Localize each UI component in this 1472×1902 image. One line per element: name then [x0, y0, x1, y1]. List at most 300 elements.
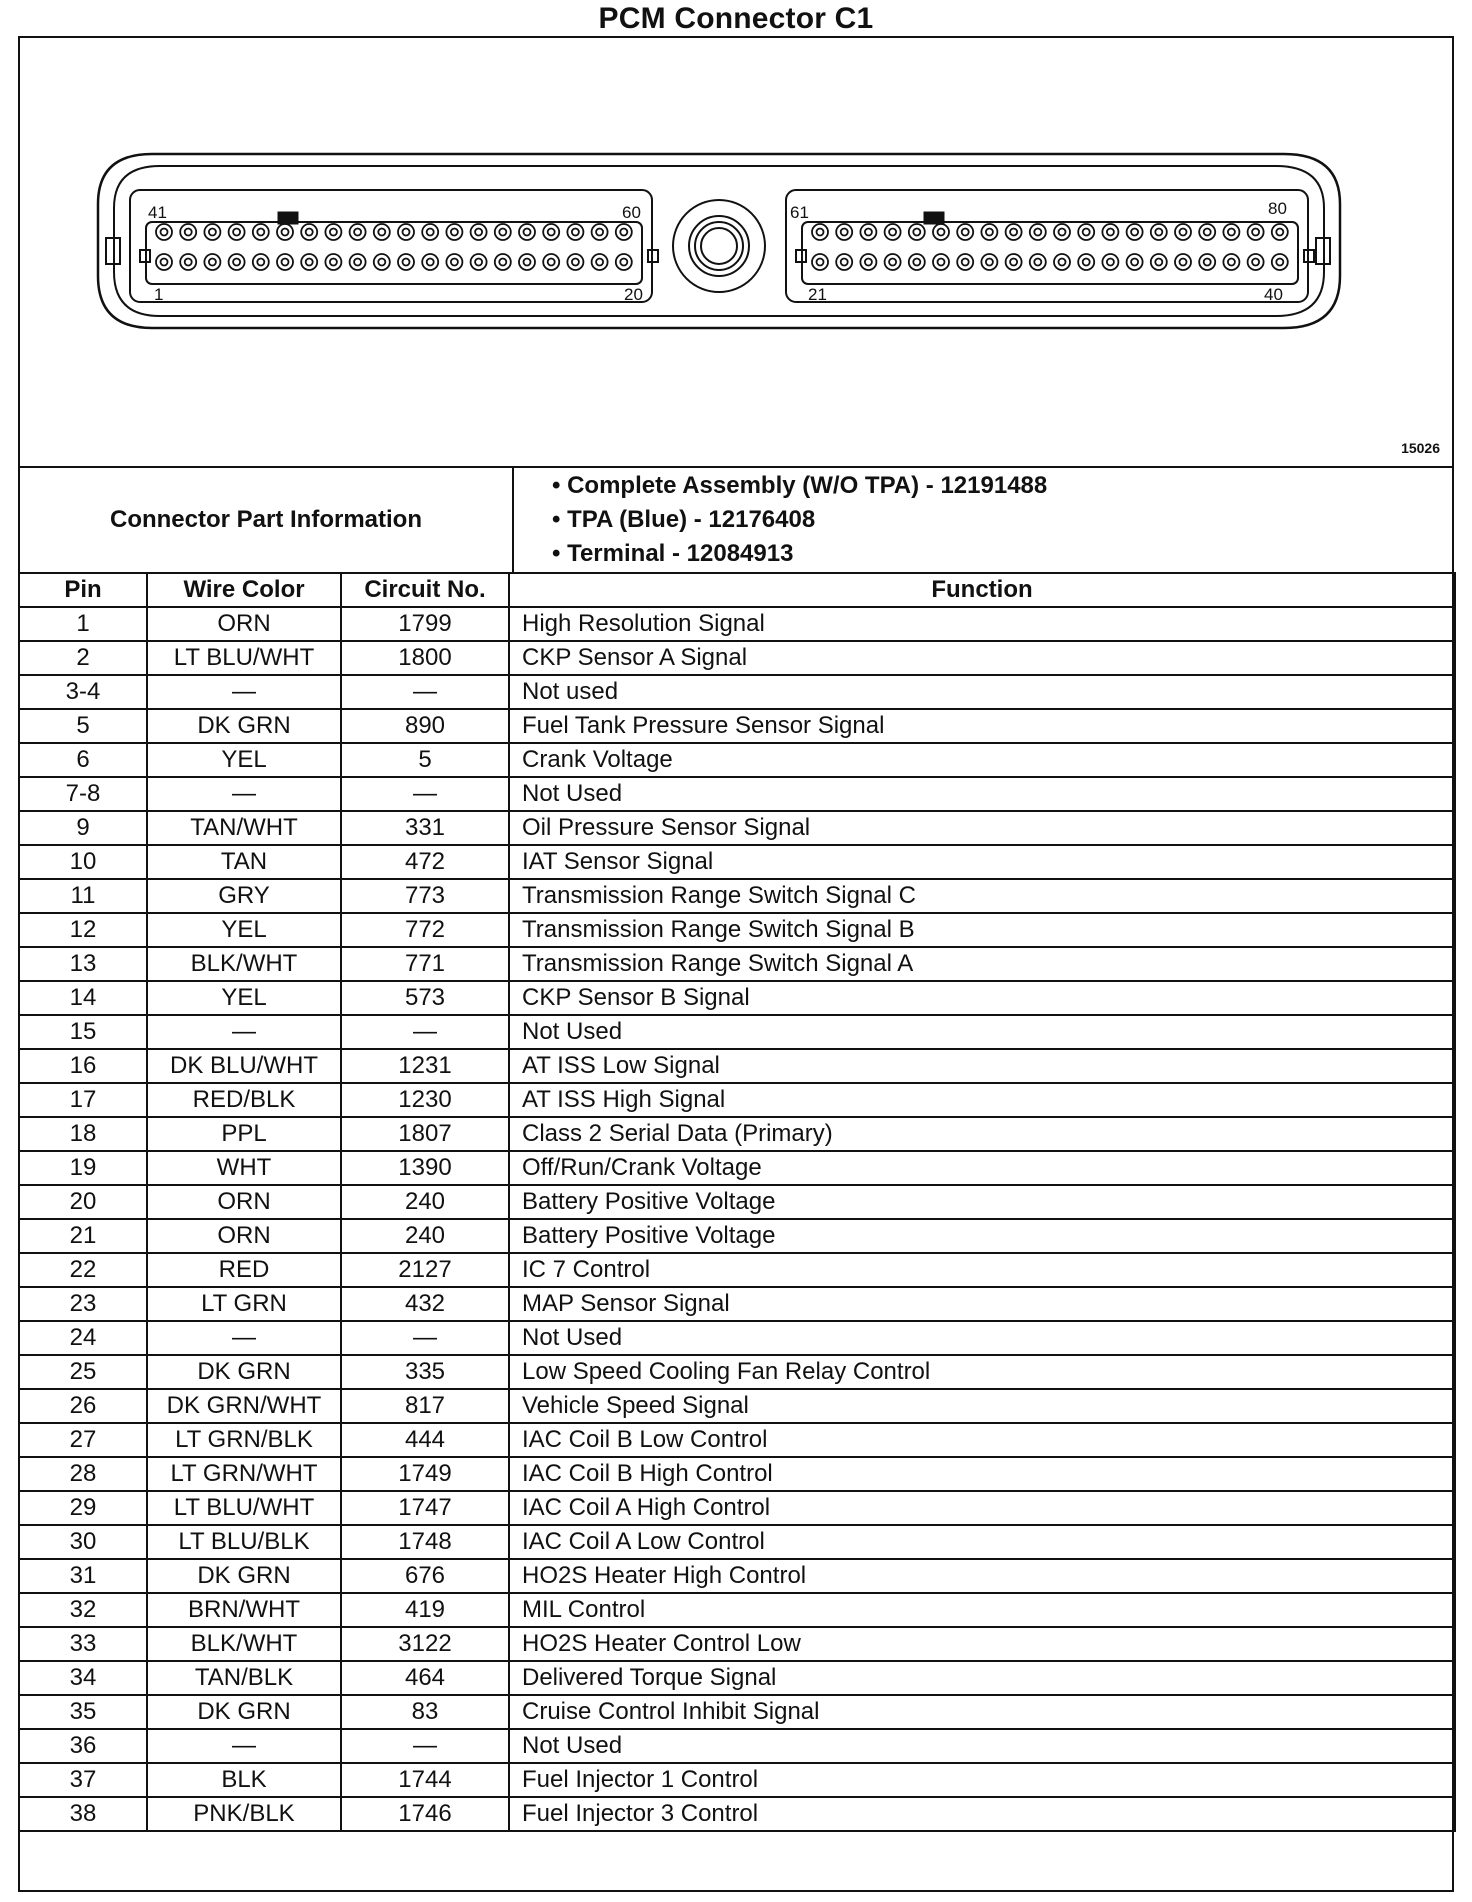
- pin-hole: [1030, 224, 1046, 240]
- pin-hole-center: [499, 259, 506, 266]
- pin-hole: [909, 224, 925, 240]
- pin-hole: [812, 254, 828, 270]
- circuit-cell: 1390: [341, 1151, 509, 1185]
- pin-hole-center: [1034, 229, 1041, 236]
- function-cell: IC 7 Control: [509, 1253, 1455, 1287]
- pin-hole: [1151, 254, 1167, 270]
- pin-hole-center: [403, 229, 410, 236]
- pin-hole: [301, 254, 317, 270]
- pin-hole: [860, 224, 876, 240]
- pin-hole-center: [1155, 229, 1162, 236]
- pin-cell: 5: [19, 709, 147, 743]
- pin-hole-center: [209, 229, 216, 236]
- pin-hole: [495, 254, 511, 270]
- function-cell: Class 2 Serial Data (Primary): [509, 1117, 1455, 1151]
- pin-hole-center: [403, 259, 410, 266]
- pin-label: 60: [622, 203, 641, 222]
- wire-color-cell: —: [147, 1729, 341, 1763]
- pin-label: 21: [808, 285, 827, 304]
- pin-hole-center: [354, 259, 361, 266]
- circuit-cell: 472: [341, 845, 509, 879]
- function-cell: Fuel Tank Pressure Sensor Signal: [509, 709, 1455, 743]
- pin-hole: [1175, 224, 1191, 240]
- pin-cell: 23: [19, 1287, 147, 1321]
- function-cell: AT ISS Low Signal: [509, 1049, 1455, 1083]
- function-cell: Oil Pressure Sensor Signal: [509, 811, 1455, 845]
- circuit-cell: 1230: [341, 1083, 509, 1117]
- circuit-cell: 2127: [341, 1253, 509, 1287]
- pin-hole-center: [620, 259, 627, 266]
- pin-cell: 13: [19, 947, 147, 981]
- pin-hole-center: [209, 259, 216, 266]
- pin-hole: [1199, 224, 1215, 240]
- function-cell: Fuel Injector 3 Control: [509, 1797, 1455, 1831]
- pin-hole-center: [913, 229, 920, 236]
- pin-hole-center: [596, 259, 603, 266]
- pin-hole: [1272, 254, 1288, 270]
- pin-hole: [543, 254, 559, 270]
- pin-hole: [253, 254, 269, 270]
- table-row: [19, 1593, 1455, 1627]
- pin-cell: 38: [19, 1797, 147, 1831]
- pin-hole-center: [354, 229, 361, 236]
- pin-cell: 25: [19, 1355, 147, 1389]
- pin-hole: [885, 254, 901, 270]
- pin-hole-center: [330, 229, 337, 236]
- part-info-item: • Complete Assembly (W/O TPA) - 12191488: [552, 472, 1048, 499]
- pin-cell: 10: [19, 845, 147, 879]
- function-cell: HO2S Heater Control Low: [509, 1627, 1455, 1661]
- pin-hole: [616, 254, 632, 270]
- function-cell: Not Used: [509, 1015, 1455, 1049]
- pin-cell: 1: [19, 607, 147, 641]
- function-cell: Battery Positive Voltage: [509, 1185, 1455, 1219]
- circuit-cell: 335: [341, 1355, 509, 1389]
- circuit-cell: 1748: [341, 1525, 509, 1559]
- pin-hole: [204, 254, 220, 270]
- pin-hole: [1127, 224, 1143, 240]
- function-cell: Not Used: [509, 1321, 1455, 1355]
- function-cell: Not Used: [509, 777, 1455, 811]
- pin-hole: [156, 254, 172, 270]
- left-pin-block: [130, 190, 658, 302]
- column-header-circuit: Circuit No.: [341, 573, 509, 607]
- wire-color-cell: TAN/BLK: [147, 1661, 341, 1695]
- function-cell: IAC Coil A Low Control: [509, 1525, 1455, 1559]
- pin-cell: 26: [19, 1389, 147, 1423]
- wire-color-cell: DK GRN: [147, 1695, 341, 1729]
- table-row: [19, 1049, 1455, 1083]
- pin-cell: 3-4: [19, 675, 147, 709]
- pin-hole: [277, 224, 293, 240]
- pin-hole: [567, 254, 583, 270]
- function-cell: CKP Sensor B Signal: [509, 981, 1455, 1015]
- part-info-item: • TPA (Blue) - 12176408: [552, 506, 816, 533]
- pin-cell: 24: [19, 1321, 147, 1355]
- column-header-wire-color: Wire Color: [147, 573, 341, 607]
- wire-color-cell: BLK/WHT: [147, 1627, 341, 1661]
- pin-hole-center: [1059, 259, 1066, 266]
- table-row: [19, 1219, 1455, 1253]
- function-cell: IAC Coil A High Control: [509, 1491, 1455, 1525]
- function-cell: Transmission Range Switch Signal A: [509, 947, 1455, 981]
- wire-color-cell: —: [147, 675, 341, 709]
- function-cell: CKP Sensor A Signal: [509, 641, 1455, 675]
- pin-hole-center: [427, 229, 434, 236]
- pin-cell: 37: [19, 1763, 147, 1797]
- function-cell: Delivered Torque Signal: [509, 1661, 1455, 1695]
- pin-hole: [1248, 224, 1264, 240]
- pin-cell: 34: [19, 1661, 147, 1695]
- pin-hole: [446, 254, 462, 270]
- wire-color-cell: LT BLU/BLK: [147, 1525, 341, 1559]
- circuit-cell: 1807: [341, 1117, 509, 1151]
- table-row: [19, 641, 1455, 675]
- pin-hole: [471, 224, 487, 240]
- pin-cell: 36: [19, 1729, 147, 1763]
- pin-hole: [1248, 254, 1264, 270]
- pin-cell: 9: [19, 811, 147, 845]
- circuit-cell: 773: [341, 879, 509, 913]
- pin-hole-center: [817, 229, 824, 236]
- pin-hole: [204, 224, 220, 240]
- function-cell: MIL Control: [509, 1593, 1455, 1627]
- pin-cell: 2: [19, 641, 147, 675]
- table-row: [19, 845, 1455, 879]
- function-cell: Low Speed Cooling Fan Relay Control: [509, 1355, 1455, 1389]
- circuit-cell: 772: [341, 913, 509, 947]
- table-row: [19, 709, 1455, 743]
- circuit-cell: 444: [341, 1423, 509, 1457]
- wire-color-cell: YEL: [147, 913, 341, 947]
- pin-hole: [981, 254, 997, 270]
- pin-hole-center: [620, 229, 627, 236]
- pin-hole: [543, 224, 559, 240]
- table-row: [19, 1797, 1455, 1831]
- function-cell: IAC Coil B High Control: [509, 1457, 1455, 1491]
- table-row: [19, 1015, 1455, 1049]
- table-row: [19, 913, 1455, 947]
- wire-color-cell: BLK/WHT: [147, 947, 341, 981]
- pin-cell: 29: [19, 1491, 147, 1525]
- wire-color-cell: LT GRN/BLK: [147, 1423, 341, 1457]
- page-title: PCM Connector C1: [598, 2, 874, 35]
- table-row: [19, 1525, 1455, 1559]
- pin-hole-center: [306, 229, 313, 236]
- pin-hole-center: [986, 229, 993, 236]
- pin-hole-center: [1107, 229, 1114, 236]
- pin-hole-center: [938, 259, 945, 266]
- function-cell: IAC Coil B Low Control: [509, 1423, 1455, 1457]
- function-cell: MAP Sensor Signal: [509, 1287, 1455, 1321]
- pin-hole-center: [378, 229, 385, 236]
- pin-hole-center: [378, 259, 385, 266]
- pin-hole: [1151, 224, 1167, 240]
- wire-color-cell: LT GRN/WHT: [147, 1457, 341, 1491]
- wire-color-cell: BLK: [147, 1763, 341, 1797]
- pin-hole-center: [257, 259, 264, 266]
- pin-hole: [229, 224, 245, 240]
- pin-hole: [1272, 224, 1288, 240]
- wire-color-cell: PPL: [147, 1117, 341, 1151]
- pin-hole: [860, 254, 876, 270]
- pin-hole: [519, 254, 535, 270]
- circuit-cell: 1799: [341, 607, 509, 641]
- part-info-item: • Terminal - 12084913: [552, 540, 794, 567]
- pin-hole: [1223, 254, 1239, 270]
- pin-hole: [374, 254, 390, 270]
- wire-color-cell: ORN: [147, 1185, 341, 1219]
- circuit-cell: 890: [341, 709, 509, 743]
- column-header-function: Function: [509, 573, 1455, 607]
- wire-color-cell: YEL: [147, 981, 341, 1015]
- pin-hole-center: [1228, 259, 1235, 266]
- pin-hole: [1054, 254, 1070, 270]
- table-row: [19, 1287, 1455, 1321]
- pin-hole: [1199, 254, 1215, 270]
- pin-hole: [1102, 254, 1118, 270]
- pin-hole: [1054, 224, 1070, 240]
- pin-cell: 33: [19, 1627, 147, 1661]
- wire-color-cell: RED: [147, 1253, 341, 1287]
- wire-color-cell: PNK/BLK: [147, 1797, 341, 1831]
- pin-hole: [398, 254, 414, 270]
- pin-table: [18, 572, 1456, 1832]
- pin-hole: [446, 224, 462, 240]
- pin-cell: 16: [19, 1049, 147, 1083]
- wire-color-cell: LT BLU/WHT: [147, 641, 341, 675]
- circuit-cell: 3122: [341, 1627, 509, 1661]
- pin-hole: [180, 224, 196, 240]
- table-row: [19, 1151, 1455, 1185]
- table-row: [19, 1661, 1455, 1695]
- pin-hole-center: [986, 259, 993, 266]
- circuit-cell: 240: [341, 1219, 509, 1253]
- pin-hole-center: [475, 229, 482, 236]
- pin-hole: [957, 254, 973, 270]
- pin-hole-center: [233, 229, 240, 236]
- pin-hole: [1102, 224, 1118, 240]
- pin-hole: [374, 224, 390, 240]
- pin-hole-center: [282, 229, 289, 236]
- pin-hole-center: [499, 229, 506, 236]
- table-row: [19, 947, 1455, 981]
- function-cell: Battery Positive Voltage: [509, 1219, 1455, 1253]
- pin-hole-center: [841, 229, 848, 236]
- pin-hole-center: [233, 259, 240, 266]
- circuit-cell: —: [341, 1015, 509, 1049]
- pin-hole: [301, 224, 317, 240]
- wire-color-cell: LT BLU/WHT: [147, 1491, 341, 1525]
- pin-hole: [933, 224, 949, 240]
- pin-hole-center: [572, 229, 579, 236]
- function-cell: Transmission Range Switch Signal B: [509, 913, 1455, 947]
- pin-cell: 7-8: [19, 777, 147, 811]
- pin-hole: [592, 254, 608, 270]
- right-pin-block: [786, 190, 1314, 302]
- circuit-cell: 1747: [341, 1491, 509, 1525]
- pin-hole-center: [257, 229, 264, 236]
- table-row: [19, 675, 1455, 709]
- pin-hole: [156, 224, 172, 240]
- wire-color-cell: DK GRN/WHT: [147, 1389, 341, 1423]
- wire-color-cell: DK BLU/WHT: [147, 1049, 341, 1083]
- pin-label: 80: [1268, 199, 1287, 218]
- circuit-cell: 240: [341, 1185, 509, 1219]
- pin-hole-center: [938, 229, 945, 236]
- circuit-cell: 573: [341, 981, 509, 1015]
- wire-color-cell: —: [147, 1321, 341, 1355]
- pin-cell: 18: [19, 1117, 147, 1151]
- table-row: [19, 1457, 1455, 1491]
- wire-color-cell: BRN/WHT: [147, 1593, 341, 1627]
- connector-part-information: [18, 466, 1454, 572]
- table-row: [19, 777, 1455, 811]
- pin-hole: [1078, 254, 1094, 270]
- table-row: [19, 1491, 1455, 1525]
- pin-hole-center: [548, 229, 555, 236]
- pin-hole-center: [865, 229, 872, 236]
- wire-color-cell: ORN: [147, 607, 341, 641]
- circuit-cell: 1749: [341, 1457, 509, 1491]
- pin-hole-center: [548, 259, 555, 266]
- pin-hole-center: [282, 259, 289, 266]
- pin-hole-center: [913, 259, 920, 266]
- pin-hole-center: [1155, 259, 1162, 266]
- pin-hole-center: [1252, 229, 1259, 236]
- table-row: [19, 1763, 1455, 1797]
- pin-label: 41: [148, 203, 167, 222]
- pin-hole-center: [962, 229, 969, 236]
- function-cell: Vehicle Speed Signal: [509, 1389, 1455, 1423]
- pin-hole-center: [161, 259, 168, 266]
- pin-hole: [422, 254, 438, 270]
- pin-hole: [616, 224, 632, 240]
- table-row: [19, 1083, 1455, 1117]
- circuit-cell: 419: [341, 1593, 509, 1627]
- table-row: [19, 743, 1455, 777]
- pin-hole: [325, 254, 341, 270]
- pin-hole-center: [817, 259, 824, 266]
- part-info-label: Connector Part Information: [19, 467, 513, 573]
- pin-hole-center: [1228, 229, 1235, 236]
- table-row: [19, 981, 1455, 1015]
- pin-hole-center: [524, 229, 531, 236]
- wire-color-cell: DK GRN: [147, 1355, 341, 1389]
- pin-hole-center: [841, 259, 848, 266]
- wire-color-cell: YEL: [147, 743, 341, 777]
- circuit-cell: 817: [341, 1389, 509, 1423]
- function-cell: Transmission Range Switch Signal C: [509, 879, 1455, 913]
- connector-diagram: [18, 36, 1454, 468]
- function-cell: HO2S Heater High Control: [509, 1559, 1455, 1593]
- pin-hole: [350, 254, 366, 270]
- pin-hole: [229, 254, 245, 270]
- function-cell: IAT Sensor Signal: [509, 845, 1455, 879]
- pin-hole-center: [185, 229, 192, 236]
- wire-color-cell: ORN: [147, 1219, 341, 1253]
- circuit-cell: 676: [341, 1559, 509, 1593]
- table-row: [19, 1559, 1455, 1593]
- circuit-cell: 5: [341, 743, 509, 777]
- pin-hole: [909, 254, 925, 270]
- pin-hole-center: [475, 259, 482, 266]
- center-bolt: [673, 200, 765, 292]
- pin-cell: 27: [19, 1423, 147, 1457]
- pin-hole-center: [572, 259, 579, 266]
- circuit-cell: —: [341, 675, 509, 709]
- table-row: [19, 1423, 1455, 1457]
- table-row: [19, 1355, 1455, 1389]
- circuit-cell: 331: [341, 811, 509, 845]
- pin-hole: [1175, 254, 1191, 270]
- wire-color-cell: TAN/WHT: [147, 811, 341, 845]
- pin-cell: 20: [19, 1185, 147, 1219]
- pin-hole: [180, 254, 196, 270]
- pin-hole-center: [1059, 229, 1066, 236]
- pin-cell: 6: [19, 743, 147, 777]
- pin-hole: [1030, 254, 1046, 270]
- pin-hole-center: [962, 259, 969, 266]
- circuit-cell: 1746: [341, 1797, 509, 1831]
- pin-cell: 14: [19, 981, 147, 1015]
- pin-hole: [398, 224, 414, 240]
- pin-hole: [495, 224, 511, 240]
- pin-hole-center: [889, 259, 896, 266]
- table-row: [19, 1695, 1455, 1729]
- circuit-cell: 1800: [341, 641, 509, 675]
- pin-hole: [567, 224, 583, 240]
- pin-cell: 30: [19, 1525, 147, 1559]
- pin-hole: [1006, 224, 1022, 240]
- pin-label: 20: [624, 285, 643, 304]
- pin-hole: [325, 224, 341, 240]
- pin-cell: 11: [19, 879, 147, 913]
- pin-hole-center: [1276, 229, 1283, 236]
- function-cell: AT ISS High Signal: [509, 1083, 1455, 1117]
- pin-cell: 31: [19, 1559, 147, 1593]
- function-cell: Fuel Injector 1 Control: [509, 1763, 1455, 1797]
- pin-label: 61: [790, 203, 809, 222]
- pin-cell: 15: [19, 1015, 147, 1049]
- pin-cell: 17: [19, 1083, 147, 1117]
- function-cell: High Resolution Signal: [509, 607, 1455, 641]
- wire-color-cell: RED/BLK: [147, 1083, 341, 1117]
- pin-hole-center: [1204, 259, 1211, 266]
- pin-hole: [836, 254, 852, 270]
- table-row: [19, 1253, 1455, 1287]
- circuit-cell: —: [341, 1321, 509, 1355]
- pin-hole-center: [1107, 259, 1114, 266]
- pin-hole-center: [185, 259, 192, 266]
- pin-cell: 22: [19, 1253, 147, 1287]
- table-header-row: [19, 573, 1455, 607]
- table-row: [19, 1389, 1455, 1423]
- pin-hole-center: [1180, 259, 1187, 266]
- table-row: [19, 1321, 1455, 1355]
- circuit-cell: 771: [341, 947, 509, 981]
- pin-hole: [1223, 224, 1239, 240]
- wire-color-cell: DK GRN: [147, 709, 341, 743]
- pin-hole: [957, 224, 973, 240]
- pin-hole-center: [1204, 229, 1211, 236]
- pin-hole-center: [1010, 229, 1017, 236]
- pin-hole-center: [306, 259, 313, 266]
- pin-hole: [350, 224, 366, 240]
- pin-hole: [885, 224, 901, 240]
- pin-hole: [1127, 254, 1143, 270]
- table-row: [19, 607, 1455, 641]
